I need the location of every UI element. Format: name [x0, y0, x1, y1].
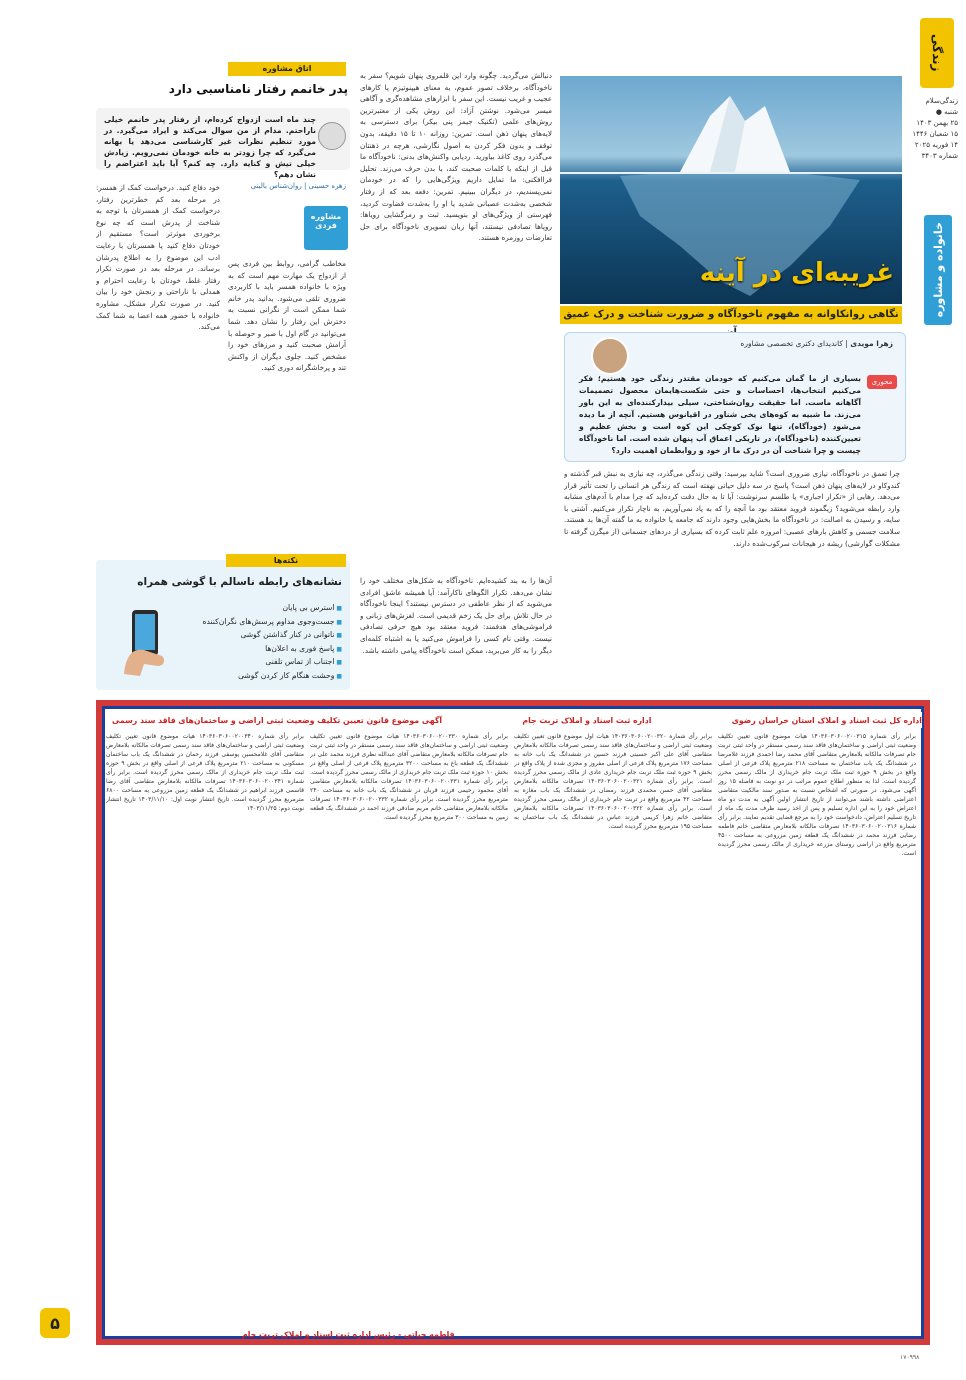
- author-separator: |: [842, 339, 848, 348]
- article-column-3: چرا تعمق در ناخودآگاه، نیازی ضروری است؟ شاید بپرسید: وقتی زندگی می‌گذرد، چه نیازی به نبش قبر گذشته و کندوکاو در لایه‌های پنهان ذهن است؟ پاسخ در سه دلیل حیاتی نهفته است که زندگی هر انسانی را تحت تأثیر قرار می‌دهد. رهایی از «تکرار اجباری» یا طلسم سرنوشت: آیا تا به حال دقت کرده‌اید که چرا مدام با آدم‌های مشابه وارد رابطه می‌شوید؟ زیگموند فروید معتقد بود ما آنچه را که به یاد نمی‌آوریم، به ناچار تکرار می‌کنیم. آشتی با سایه، و رسیدن به اصالت: در ناخودآگاه ما بخش‌هایی وجود دارند که جامعه یا خانواده به ما گفته آن‌ها بد هستند. سلامت جسمی و کاهش بارهای عصبی: امروزه علم ثابت کرده که بسیاری از دردهای جسمانی (از میگرن گرفته تا مشکلات گوارشی) ریشه در هیجانات سرکوب‌شده دارند.: [564, 469, 900, 548]
- tips-item: ■ وحشت هنگام کار کردن گوشی: [192, 670, 342, 684]
- logo-text: زندگی: [930, 34, 944, 72]
- notice-column: برابر رأی شماره ۱۴۰۳۶۰۳۰۶۰۰۲۰۰۳۱۵ هیات موضوع قانون تعیین تکلیف وضعیت ثبتی اراضی و ساختمان‌های فاقد سند رسمی مستقر در واحد ثبتی تربت جام تصرفات مالکانه بلامعارض متقاضی آقای محمد رضا احمدی فرزند غلامرضا در ششدانگ یک باب ساختمان به مساحت ۲۱۸ مترمربع پلاک فرعی از اصلی واقع در بخش ۹ حوزه ثبت ملک تربت جام خریداری از مالک رسمی محرز گردیده است. لذا به منظور اطلاع عموم مراتب در دو نوبت به فاصله ۱۵ روز آگهی می‌شود. در صورتی که اشخاص نسبت به صدور سند مالکیت متقاضی اعتراضی داشته باشند می‌توانند از تاریخ انتشار اولین آگهی به مدت دو ماه اعتراض خود را به این اداره تسلیم و پس از اخذ رسید ظرف مدت یک ماه از تاریخ تسلیم اعتراض، دادخواست خود را به مرجع قضایی تقدیم نمایند. برابر رأی شماره ۱۴۰۳۶۰۳۰۶۰۰۲۰۰۳۱۶ تصرفات مالکانه بلامعارض متقاضی خانم فاطمه رضایی فرزند محمد در ششدانگ یک قطعه زمین مزروعی به مساحت ۴۵۰۰ مترمربع واقع در اراضی روستای مزرعه خریداری از مالک رسمی محرز گردیده است.: [718, 733, 916, 857]
- issue-line: ۱۴ فوریه ۲۰۲۵: [914, 141, 958, 149]
- section-tab: [924, 215, 952, 325]
- consult-badge: مشاوره فردی: [304, 206, 348, 250]
- author-role: کاندیدای دکتری تخصصی مشاوره: [740, 339, 843, 348]
- tips-box: [96, 560, 350, 690]
- page-number: ۵: [40, 1308, 70, 1338]
- issue-line: ۱۵ شعبان ۱۴۴۶: [912, 130, 958, 138]
- consult-column-1: خود دفاع کنید. درخواست کمک از همسر: در مرحله بعد کم خطرترین رفتار، درخواست کمک از همسرتان با توجه به شناخت از پدرش است که چه نوع برخوردی موثرتر است؟ مستقیم از خودتان دفاع کنید یا همسرتان با رعایت ادب این موضوع را به اطلاع پدرشان برساند. در مرحله بعد در صورت تکرار رفتار غلط، خودتان با رعایت احترام و همدلی با ناراحتی و رنجش خود را بیان کنید. در صورت تکرار مشکل، مشاوره خانواده با حضور همه اعضا به شما کمک می‌کند.: [96, 183, 220, 332]
- author-box: [564, 332, 906, 462]
- notice-column: برابر رأی شماره ۱۴۰۳۶۰۳۰۶۰۰۲۰۰۳۲۰ هیات اول موضوع قانون تعیین تکلیف وضعیت ثبتی اراضی و ساختمان‌های فاقد سند رسمی تصرفات مالکانه بلامعارض متقاضی آقای علی اکبر حسینی فرزند حسین در ششدانگ یک باب خانه به مساحت ۱۷۶ مترمربع پلاک فرعی از اصلی مفروز و مجزی شده از پلاک واقع در بخش ۹ حوزه ثبت ملک تربت جام خریداری عادی از مالک رسمی محرز گردیده است. برابر رأی شماره ۱۴۰۳۶۰۳۰۶۰۰۲۰۰۳۲۱ تصرفات مالکانه بلامعارض متقاضی آقای حسن محمدی فرزند رمضان در ششدانگ یک باب مغازه به مساحت ۴۲ مترمربع واقع در تربت جام خریداری از مالک رسمی محرز گردیده است. برابر رأی شماره ۱۴۰۳۶۰۳۰۶۰۰۲۰۰۳۲۲ تصرفات مالکانه بلامعارض متقاضی خانم زهرا کریمی فرزند عباس در ششدانگ یک باب ساختمان به مساحت ۱۹۵ مترمربع محرز گردیده است.: [514, 733, 712, 830]
- tips-list: [192, 602, 342, 683]
- article-column-2: آن‌ها را به بند کشیده‌ایم. ناخودآگاه به شکل‌های مختلف خود را نشان می‌دهد. تکرار الگوهای ناکارآمد: آیا همیشه عاشق افرادی می‌شوید که از نظر عاطفی در دسترس نیستند؟ اینجا ناخودآگاه در حال تلاش برای حل یک زخم قدیمی است. لغزش‌های زبانی و فراموشی‌های هدفمند: فروید معتقد بود هیچ حرفی تصادفی نیست. وقتی نام کسی را فراموش می‌کنید یا به اشتباه کلمه‌ای دیگر را به کار می‌برید، ممکن است ناخودآگاه پیامی داشته باشد.: [360, 576, 552, 655]
- tips-title: نشانه‌های رابطه ناسالم با گوشی همراه: [137, 576, 342, 588]
- issue-info: [908, 96, 958, 162]
- notice-signature: فاطمه حیاتی - رئیس اداره ثبت اسناد و املاک تربت جام: [242, 1330, 455, 1339]
- issue-line: شماره ۳۴۰۳: [921, 152, 958, 160]
- article-lead: بسیاری از ما گمان می‌کنیم که خودمان مقتدر زندگی خود هستیم؛ فکر می‌کنیم انتخاب‌ها، احساسات و حتی شکست‌هایمان محصول تصمیمات آگاهانه ماست. اما حقیقت روان‌شناختی، سیلی بیدارکننده‌ای به این باور می‌زند. ما شبیه به کوه‌های یخی شناور در اقیانوس هستیم. آنچه از ما دیده می‌شود (خودآگاه)، تنها نوک کوچکی این کوه است و بخش عظیم و تعیین‌کننده (ناخودآگاه)، در تاریکی اعماق آب پنهان شده است. اما ناخودآگاه چیست و چرا شناخت آن در درک ما از خود و روابطمان اهمیت دارد؟: [579, 374, 861, 455]
- article-column-1: دنبالش می‌گردید. چگونه وارد این قلمروی پنهان شویم؟ سفر به ناخودآگاه، برخلاف تصور عموم، به معنای هیپنوتیزم یا کارهای عجیب و غریب نیست. این سفر با ابزارهای مشاهده‌گری و آگاهی میسر می‌شود. نوشتن آزاد: این روش یکی از معتبرترین روش‌های علمی (تکنیک جیمز پنی بیکر) برای دسترسی به لایه‌های پنهان ذهن است. تمرین: روزانه ۱۰ تا ۱۵ دقیقه، بدون توقف و بدون فکر کردن به اصول نگارشی، هرچه در ذهنتان می‌گذرد روی کاغذ بیاورید. ردیابی واکنش‌های بدنی: ناخودآگاه ما قبل از اینکه با کلمات صحبت کند، با بدن حرف می‌زند. تحلیل فراافکنی: ما تمایل داریم ویژگی‌هایی را که در خودمان نمی‌پسندیم، در دیگران ببینیم. تمرین: دفعه بعد که از رفتار شخصی به‌شدت عصبانی شدید یا او را به‌شدت قضاوت کردید، فهرستی از ویژگی‌های او بنویسید. ثبت و رمزگشایی رویاها: رویاها تصادفی نیستند، آنها زبان تصویری ناخودآگاه برای حل تعارضات روزمره هستند.: [360, 71, 552, 243]
- question-box: [96, 108, 350, 179]
- notices-header-item: اداره کل ثبت اسناد و املاک استان خراسان رضوی: [731, 715, 922, 725]
- tips-item: ■ جست‌وجوی مداوم پرسش‌های نگران‌کننده: [192, 616, 342, 630]
- issue-line: زندگی‌سلام: [925, 97, 958, 105]
- section-label: خانواده و مشاوره: [931, 222, 945, 318]
- notices-header-item: اداره ثبت اسناد و املاک تربت جام: [522, 715, 652, 725]
- consult-header: اتاق مشاوره: [228, 62, 346, 76]
- consult-title: پدر خانمم رفتار نامناسبی دارد: [168, 82, 348, 96]
- notices-header-strip: [112, 712, 922, 728]
- author-avatar: [591, 337, 629, 375]
- notice-column: برابر رأی شماره ۱۴۰۳۶۰۳۰۶۰۰۲۰۰۳۳۰ هیات موضوع قانون تعیین تکلیف وضعیت ثبتی اراضی و ساختمان‌های فاقد سند رسمی مستقر در واحد ثبتی تربت جام تصرفات مالکانه بلامعارض متقاضی آقای عبدالله نظری فرزند محمد علی در ششدانگ یک قطعه باغ به مساحت ۳۲۰۰ مترمربع پلاک فرعی از اصلی واقع در بخش ۱۰ حوزه ثبت ملک تربت جام خریداری از مالک رسمی محرز گردیده است. برابر رأی شماره ۱۴۰۳۶۰۳۰۶۰۰۲۰۰۳۳۱ تصرفات مالکانه بلامعارض متقاضی آقای محمود رحیمی فرزند قربان در ششدانگ یک باب خانه به مساحت ۲۴۰ مترمربع محرز گردیده است. برابر رأی شماره ۱۴۰۳۶۰۳۰۶۰۰۲۰۰۳۳۲ تصرفات مالکانه بلامعارض متقاضی خانم مریم صادقی فرزند احمد در ششدانگ یک قطعه زمین به مساحت ۳۰۰ مترمربع محرز گردیده است.: [310, 733, 508, 821]
- notice-column: برابر رأی شماره ۱۴۰۳۶۰۳۰۶۰۰۲۰۰۳۴۰ هیات موضوع قانون تعیین تکلیف وضعیت ثبتی اراضی و ساختمان‌های فاقد سند رسمی تصرفات مالکانه بلامعارض متقاضی آقای غلامحسین یوسفی فرزند رحمان در ششدانگ یک باب ساختمان مسکونی به مساحت ۲۱۰ مترمربع پلاک فرعی از اصلی واقع در بخش ۹ حوزه ثبت ملک تربت جام خریداری از مالک رسمی محرز گردیده است. برابر رأی شماره ۱۴۰۳۶۰۳۰۶۰۰۲۰۰۳۴۱ تصرفات مالکانه بلامعارض متقاضی آقای رضا قاسمی فرزند ابراهیم در ششدانگ یک قطعه زمین مزروعی به مساحت ۶۸۰۰ مترمربع محرز گردیده است. تاریخ انتشار نوبت اول: ۱۴۰۳/۱۱/۱۰ تاریخ انتشار نوبت دوم: ۱۴۰۳/۱۱/۲۵: [106, 733, 304, 812]
- user-avatar-icon: [318, 122, 346, 150]
- newspaper-logo: [920, 18, 954, 88]
- tips-header: نکته‌ها: [226, 554, 346, 567]
- author-line: [740, 339, 893, 348]
- issue-line: شنبه ●: [935, 108, 958, 116]
- tips-item: ■ پاسخ فوری به اعلان‌ها: [192, 643, 342, 657]
- issue-line: ۲۵ بهمن ۱۴۰۳: [916, 119, 958, 127]
- question-text: چند ماه است ازدواج کرده‌ام، از رفتار پدر خانمم خیلی ناراحتم. مدام از من سوال می‌کند و ایراد می‌گیرد. در مورد تنظیم نظرات غیر کارشناسی می‌دهد یا بهانه می‌گیرد که چرا زودتر به خانه خودمان نمی‌رویم. زیادش خیلی تیش و کنایه دارد. چه کنم؟ آیا باید اعتراضم را نشان دهم؟: [104, 115, 316, 179]
- tips-item: ■ استرس بی پایان: [192, 602, 342, 616]
- legal-notices: [96, 700, 930, 1345]
- author-name: زهرا مویدی: [850, 339, 893, 348]
- consult-byline: زهره حسینی | روان‌شناس بالینی: [250, 182, 346, 190]
- featured-badge: محوری: [867, 375, 897, 389]
- tips-item: ■ اجتناب از تماس تلفنی: [192, 656, 342, 670]
- article-subtitle: نگاهی روانکاوانه به مفهوم ناخودآگاه و ضرورت شناخت و درک عمیق: [560, 306, 902, 324]
- consult-column-2: مخاطب گرامی، روابط بین فردی پس از ازدواج یک مهارت مهم است که به ویژه با خانواده همسر باید با کاربردی ضروری تلقی می‌شود. بدانید پدر خانم شما ممکن است از نگرانی نسبت به دخترش این رفتار را نشان دهد. شما می‌توانید در گام اول با صبر و حوصله با آرامش صحبت کنید و مرزهای خود را مشخص کنید. جلوی دیگران از واکنش تند و پرخاشگرانه دوری کنید.: [228, 259, 346, 373]
- tips-item: ■ ناتوانی در کنار گذاشتن گوشی: [192, 629, 342, 643]
- article-title: غریبه‌ای در آینه: [699, 258, 894, 288]
- notice-code: ۱۷۰۹۹۸: [900, 1354, 920, 1361]
- phone-hand-icon: [104, 604, 184, 682]
- notices-header-item: آگهی موضوع قانون تعیین تکلیف وضعیت ثبتی اراضی و ساختمان‌های فاقد سند رسمی: [112, 715, 443, 725]
